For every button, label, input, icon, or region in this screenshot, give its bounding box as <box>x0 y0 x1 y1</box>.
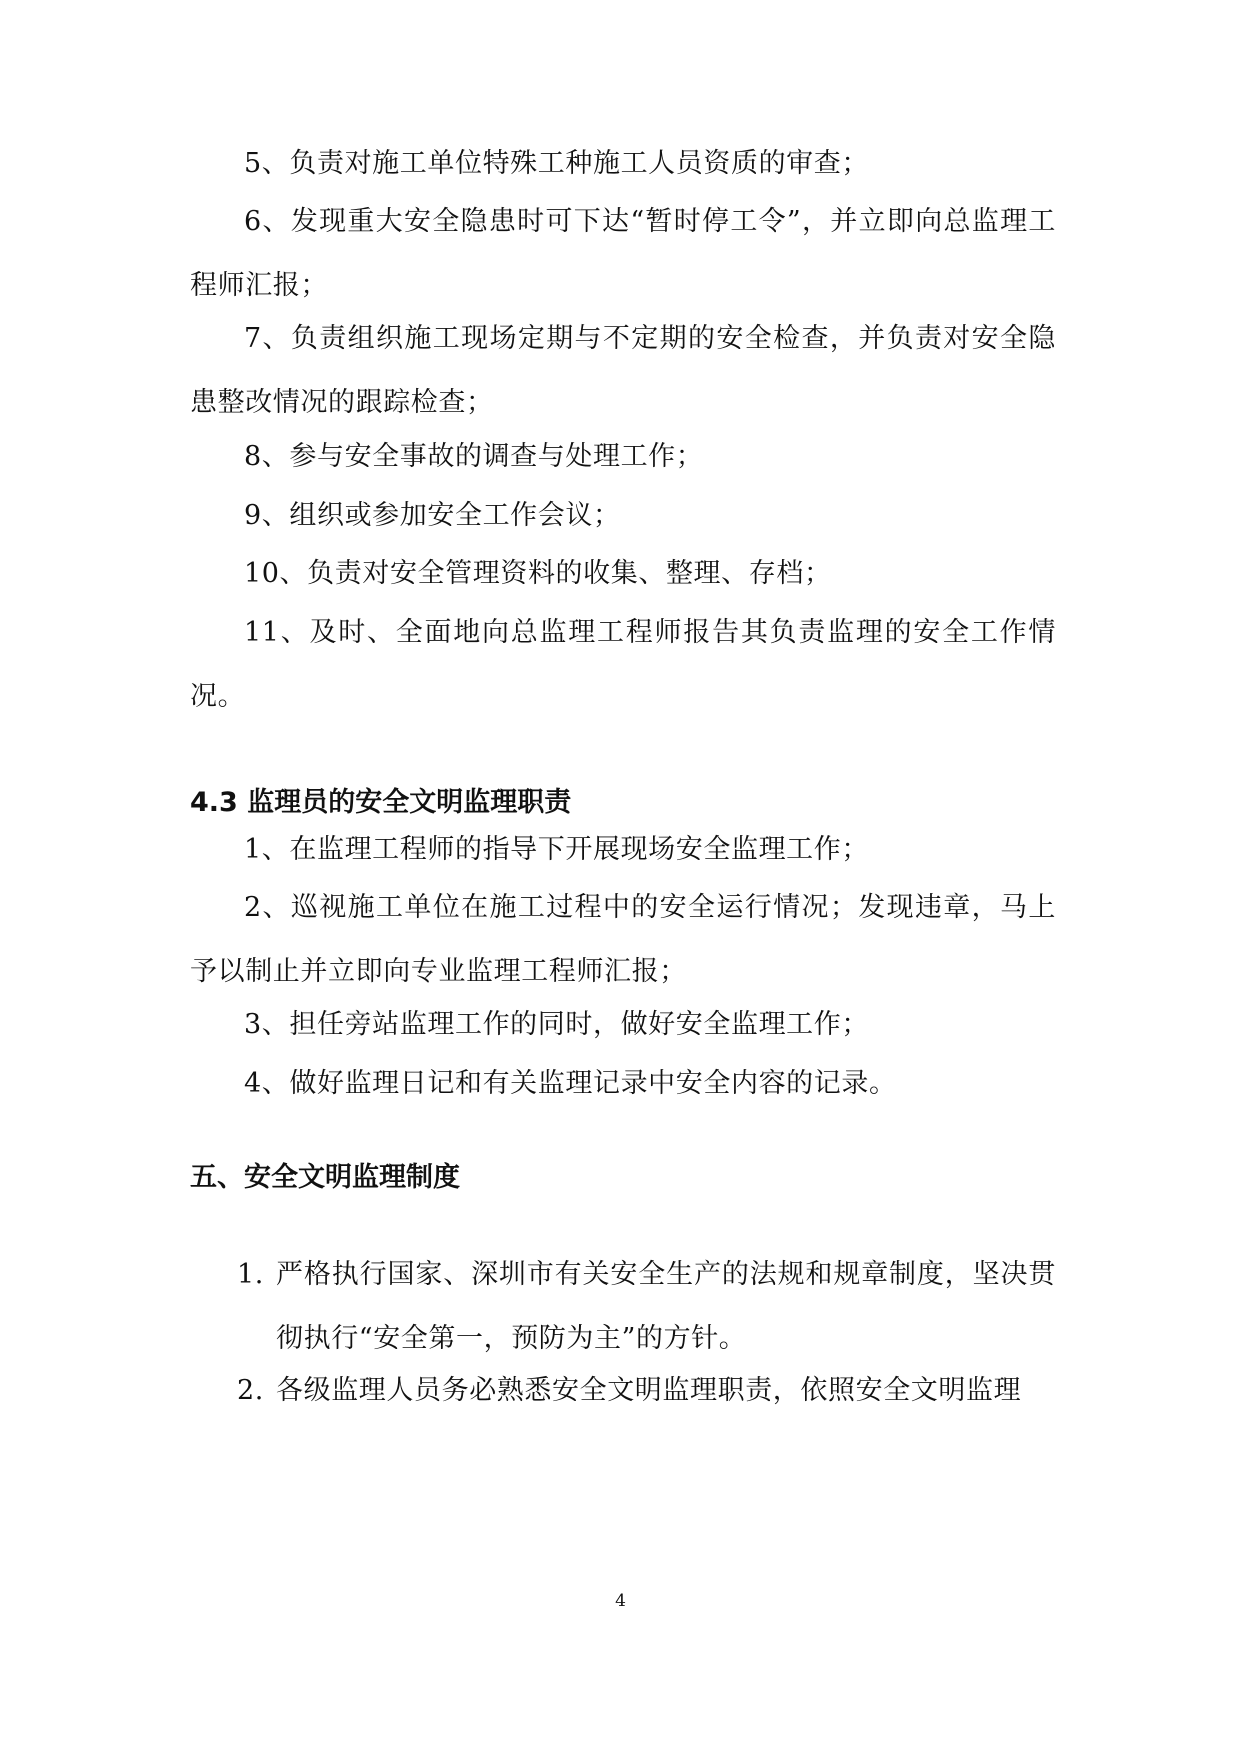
section-heading-4-3: 4.3 监理员的安全文明监理职责 <box>190 787 572 818</box>
policy-item-2 <box>190 1359 1056 1423</box>
supervisor-duty-1: 1、在监理工程师的指导下开展现场安全监理工作； <box>244 834 869 865</box>
duty-item-11: 11、及时、全面地向总监理工程师报告其负责监理的安全工作情况。 <box>190 617 1056 712</box>
policy-item-number: 1. <box>237 1259 264 1290</box>
policy-item-text: 各级监理人员务必熟悉安全文明监理职责，依照安全文明监理 <box>276 1375 1022 1406</box>
policy-item-text: 严格执行国家、深圳市有关安全生产的法规和规章制度，坚决贯彻执行“安全第一，预防为主”的方针。 <box>276 1259 1056 1354</box>
duty-item-7: 7、负责组织施工现场定期与不定期的安全检查，并负责对安全隐患整改情况的跟踪检查； <box>190 323 1056 418</box>
duty-item-5: 5、负责对施工单位特殊工种施工人员资质的审查； <box>244 148 869 179</box>
duty-item-9: 9、组织或参加安全工作会议； <box>244 500 621 531</box>
duty-item-10: 10、负责对安全管理资料的收集、整理、存档； <box>244 558 832 589</box>
page-number: 4 <box>615 1591 626 1611</box>
policy-item-1 <box>190 1243 1056 1371</box>
supervisor-duty-3: 3、担任旁站监理工作的同时，做好安全监理工作； <box>244 1009 869 1040</box>
duty-item-8: 8、参与安全事故的调查与处理工作； <box>244 441 704 472</box>
duty-item-6: 6、发现重大安全隐患时可下达“暂时停工令”，并立即向总监理工程师汇报； <box>190 206 1056 301</box>
supervisor-duty-2: 2、巡视施工单位在施工过程中的安全运行情况；发现违章，马上予以制止并立即向专业监理工程师汇报； <box>190 892 1056 987</box>
supervisor-duty-4: 4、做好监理日记和有关监理记录中安全内容的记录。 <box>244 1068 897 1099</box>
policy-item-number: 2. <box>237 1375 264 1406</box>
section-heading-5: 五、安全文明监理制度 <box>190 1162 460 1193</box>
